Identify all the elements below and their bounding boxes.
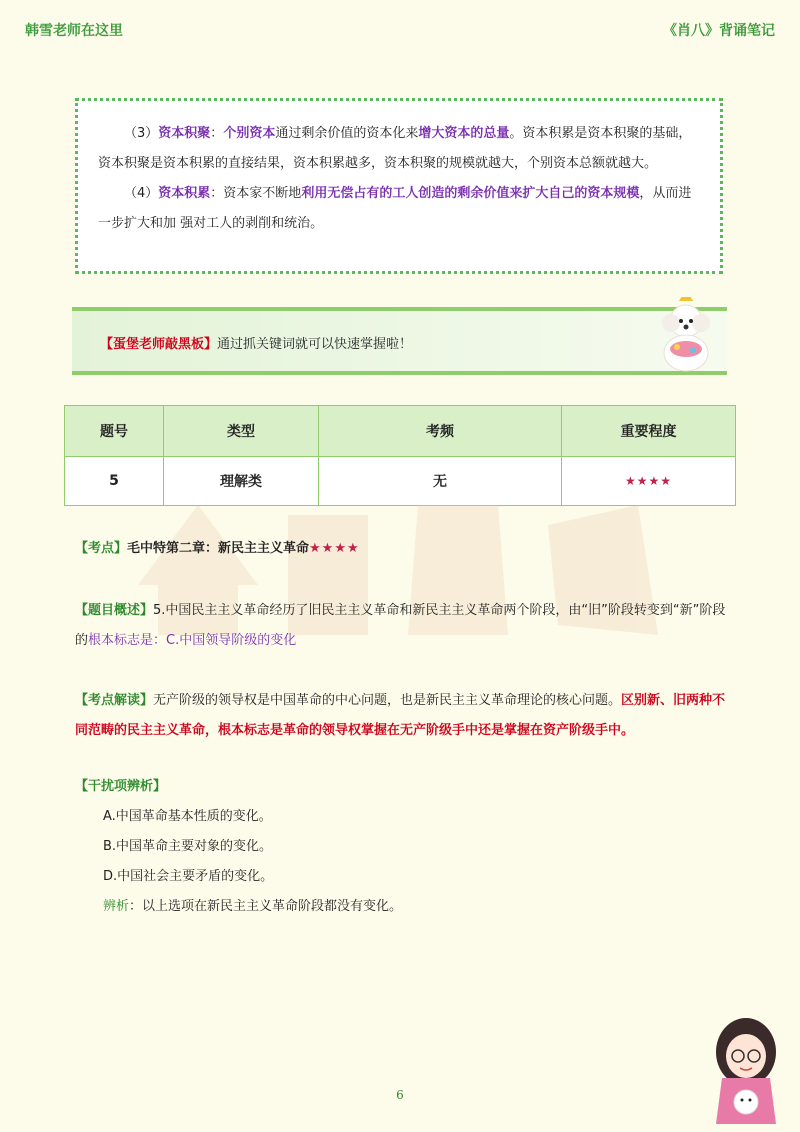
header-cell: 考频	[319, 406, 562, 457]
table-cell: 5	[65, 457, 164, 506]
list-item: A.中国革命基本性质的变化。	[103, 809, 272, 824]
note-number: （4）	[124, 186, 159, 201]
header-left-title: 韩雪老师在这里	[25, 23, 123, 39]
tip-text	[100, 333, 412, 352]
table-row	[65, 457, 736, 506]
note-text: 。资本积累是资本积聚的基础，资本积聚是资本积累的直接结果，资本积累越多，资本积聚的规模就越大，个别资本总额就越大。	[98, 126, 692, 171]
note-text: ：资本家不断地	[210, 186, 302, 201]
note-paragraph-3	[98, 119, 700, 179]
analysis-line	[75, 892, 735, 922]
jiedu-highlight: 区别新、旧两种不同范畴的民主主义革命，根本标志是革命的领导权掌握在无产阶级手中还是掌握在资产阶级手中。	[75, 693, 726, 738]
note-keyword: 增大资本的总量	[418, 126, 510, 141]
kaodian-text: 毛中特第二章：新民主主义革命	[127, 541, 310, 556]
ganrao-tag: 【干扰项辨析】	[75, 779, 167, 794]
timu-section	[75, 596, 735, 656]
list-item: B.中国革命主要对象的变化。	[103, 839, 273, 854]
timu-text: 5.中国民主主义革命经历了旧民主主义革命和新民主主义革命两个阶段，由“旧”阶段转变到“新”阶段的	[75, 603, 726, 648]
table-cell: 无	[319, 457, 562, 506]
jiedu-text: 无产阶级的领导权是中国革命的中心问题，也是新民主主义革命理论的核心问题。	[153, 693, 622, 708]
kaodian-section	[75, 534, 735, 564]
tip-banner	[72, 307, 727, 375]
header-cell: 题号	[65, 406, 164, 457]
header-cell: 类型	[164, 406, 319, 457]
note-term: 资本积累	[158, 186, 211, 201]
list-item: D.中国社会主要矛盾的变化。	[103, 869, 274, 884]
notes-box	[75, 98, 723, 274]
note-term: 资本积聚	[158, 126, 211, 141]
kaodian-stars: ★★★★	[309, 541, 360, 556]
tip-message: 通过抓关键词就可以快速掌握啦！	[217, 337, 413, 352]
page-number: 6	[396, 1088, 404, 1102]
importance-stars: ★★★★	[562, 457, 736, 506]
tip-tag: 【蛋堡老师敲黑板】	[100, 337, 218, 352]
ganrao-section	[75, 772, 735, 922]
timu-answer: 根本标志是：C.中国领导阶级的变化	[88, 633, 297, 648]
analysis-label: 辨析	[103, 899, 130, 914]
note-text: ，从而进一步扩大和加 强对工人的剥削和统治。	[98, 186, 692, 231]
note-number: （3）	[124, 126, 159, 141]
question-info-table	[64, 405, 736, 506]
table-header-row	[65, 406, 736, 457]
table-cell: 理解类	[164, 457, 319, 506]
jiedu-tag: 【考点解读】	[75, 693, 154, 708]
header-cell: 重要程度	[562, 406, 736, 457]
note-text: 通过剩余价值的资本化来	[275, 126, 419, 141]
note-paragraph-4	[98, 179, 700, 239]
note-keyword: 利用无偿占有的工人创造的剩余价值来扩大自己的资本规模	[301, 186, 640, 201]
timu-tag: 【题目概述】	[75, 603, 154, 618]
analysis-text: ：以上选项在新民主主义革命阶段都没有变化。	[129, 899, 403, 914]
header-right-title: 《肖八》背诵笔记	[663, 23, 775, 39]
note-colon: ：	[210, 126, 224, 141]
teacher-avatar-icon	[710, 1012, 782, 1124]
kaodian-tag: 【考点】	[75, 541, 128, 556]
note-keyword: 个别资本	[223, 126, 276, 141]
dog-mascot-icon	[649, 297, 721, 377]
jiedu-section	[75, 686, 735, 746]
